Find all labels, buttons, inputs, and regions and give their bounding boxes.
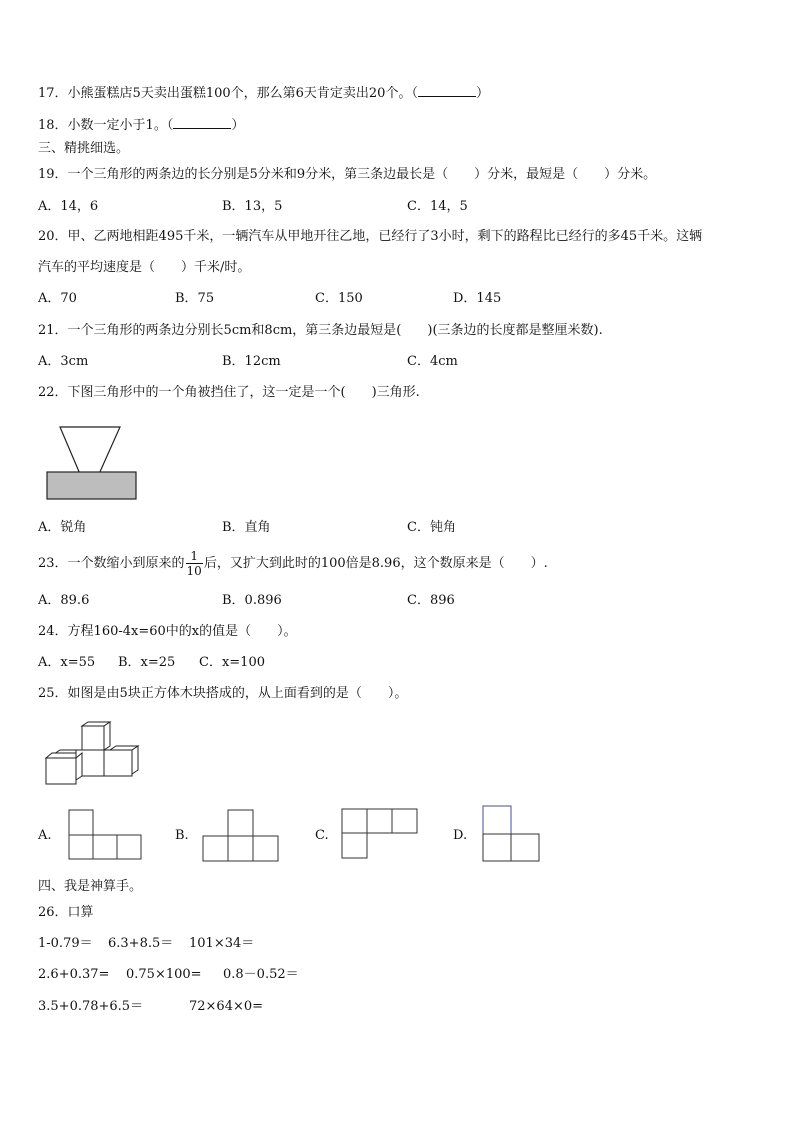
question-18-tail: ） bbox=[231, 118, 245, 133]
cube-stack-figure bbox=[42, 720, 146, 790]
q19-option-a[interactable]: A．14，6 bbox=[38, 199, 99, 214]
q19-option-c[interactable]: C．14，5 bbox=[407, 199, 468, 214]
section-4-heading: 四、我是神算手。 bbox=[38, 879, 143, 894]
q20-option-b[interactable]: B．75 bbox=[175, 291, 215, 306]
q22-option-c[interactable]: C．钝角 bbox=[407, 520, 456, 535]
cover-rectangle bbox=[47, 472, 136, 499]
calc-2-1: 2.6+0.37= bbox=[38, 967, 110, 982]
q22-option-a[interactable]: A．锐角 bbox=[38, 520, 87, 535]
q20-option-c[interactable]: C．150 bbox=[315, 291, 363, 306]
q19-option-b[interactable]: B．13，5 bbox=[222, 199, 283, 214]
q24-option-b[interactable]: B．x=25 bbox=[118, 655, 176, 670]
question-22: 22．下图三角形中的一个角被挡住了，这一定是一个( )三角形. bbox=[38, 385, 420, 400]
question-17-tail: ） bbox=[475, 86, 489, 101]
question-23-suffix: 后，又扩大到此时的100倍是8.96，这个数原来是（ ）. bbox=[203, 556, 548, 571]
q23-option-c[interactable]: C．896 bbox=[407, 593, 455, 608]
question-25: 25．如图是由5块正方体木块搭成的，从上面看到的是（ ）。 bbox=[38, 686, 408, 701]
section-3-heading: 三、精挑细选。 bbox=[38, 141, 130, 156]
answer-blank-18[interactable] bbox=[173, 116, 231, 129]
question-17-text: 17．小熊蛋糕店5天卖出蛋糕100个，那么第6天肯定卖出20个。（ bbox=[38, 86, 418, 101]
triangle-shape bbox=[60, 427, 120, 474]
q25-option-d-figure[interactable] bbox=[482, 805, 542, 865]
question-20-line-2: 汽车的平均速度是（ ）千米/时。 bbox=[38, 260, 251, 275]
fraction-numerator: 1 bbox=[186, 549, 203, 564]
calc-3-2: 72×64×0= bbox=[189, 999, 264, 1014]
q25-option-c-label[interactable]: C. bbox=[315, 828, 329, 843]
question-21: 21．一个三角形的两条边分别长5cm和8cm，第三条边最短是( )(三条边的长度都是整厘米数). bbox=[38, 323, 603, 338]
question-18-text: 18．小数一定小于1。（ bbox=[38, 118, 174, 133]
q21-option-c[interactable]: C．4cm bbox=[407, 354, 458, 369]
answer-blank-17[interactable] bbox=[418, 84, 476, 97]
calc-1-2: 6.3+8.5＝ bbox=[108, 936, 174, 951]
question-24: 24．方程160-4x=60中的x的值是（ ）。 bbox=[38, 624, 297, 639]
q23-option-a[interactable]: A．89.6 bbox=[38, 593, 90, 608]
q25-option-c-figure[interactable] bbox=[341, 808, 421, 860]
question-18 bbox=[38, 116, 244, 134]
calc-2-2: 0.75×100= bbox=[126, 967, 202, 982]
calc-1-3: 101×34＝ bbox=[189, 936, 255, 951]
question-26-title: 26．口算 bbox=[38, 905, 94, 920]
covered-triangle-figure bbox=[42, 422, 142, 504]
q24-option-a[interactable]: A．x=55 bbox=[38, 655, 96, 670]
q23-option-b[interactable]: B．0.896 bbox=[222, 593, 282, 608]
calc-3-1: 3.5+0.78+6.5＝ bbox=[38, 999, 144, 1014]
q25-option-d-label[interactable]: D. bbox=[453, 828, 468, 843]
fraction-one-tenth bbox=[186, 549, 203, 578]
calc-2-3: 0.8－0.52＝ bbox=[223, 967, 299, 982]
question-19: 19．一个三角形的两条边的长分别是5分米和9分米，第三条边最长是（ ）分米，最短是（ ）分米。 bbox=[38, 167, 657, 182]
q25-option-b-label[interactable]: B. bbox=[175, 828, 189, 843]
q22-option-b[interactable]: B．直角 bbox=[222, 520, 271, 535]
q25-option-b-figure[interactable] bbox=[202, 809, 282, 865]
q20-option-d[interactable]: D．145 bbox=[453, 291, 502, 306]
calc-1-1: 1-0.79＝ bbox=[38, 936, 93, 951]
question-23-prefix: 23．一个数缩小到原来的 bbox=[38, 556, 185, 571]
fraction-denominator: 10 bbox=[186, 564, 202, 578]
q24-option-c[interactable]: C．x=100 bbox=[199, 655, 265, 670]
q21-option-b[interactable]: B．12cm bbox=[222, 354, 281, 369]
q25-option-a-figure[interactable] bbox=[68, 809, 144, 861]
question-23 bbox=[38, 547, 548, 581]
question-20-line-1: 20．甲、乙两地相距495千米，一辆汽车从甲地开往乙地，已经行了3小时，剩下的路程比已经行的多45千米。这辆 bbox=[38, 229, 703, 244]
q21-option-a[interactable]: A．3cm bbox=[38, 354, 89, 369]
q20-option-a[interactable]: A．70 bbox=[38, 291, 77, 306]
question-17 bbox=[38, 84, 489, 102]
q25-option-a-label[interactable]: A. bbox=[38, 828, 52, 843]
